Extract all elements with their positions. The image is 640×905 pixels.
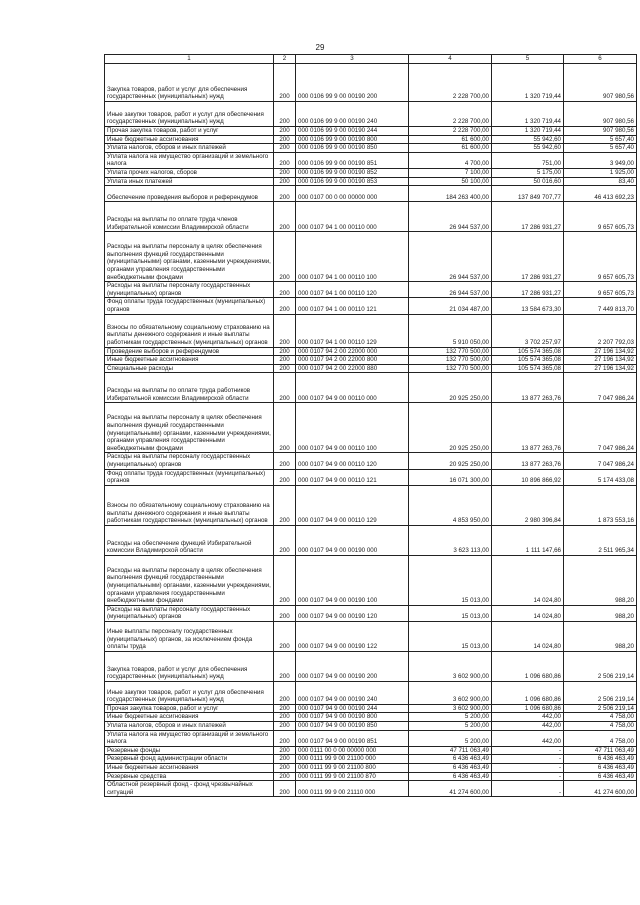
- row-budget-code-cell: 000 0111 99 9 00 21100 870: [296, 772, 409, 781]
- row-unexecuted-cell: 6 436 463,49: [564, 764, 637, 773]
- row-unexecuted-cell: 5 657,40: [564, 135, 637, 144]
- row-approved-cell: 5 200,00: [409, 713, 492, 722]
- row-approved-cell: 6 436 463,49: [409, 755, 492, 764]
- row-line-code-cell: 200: [274, 232, 296, 282]
- row-executed-cell: 55 942,60: [492, 135, 564, 144]
- table-row: [105, 135, 637, 144]
- row-budget-code-cell: 000 0111 99 9 00 21100 000: [296, 755, 409, 764]
- row-line-code-cell: 200: [274, 127, 296, 136]
- row-line-code-cell: 200: [274, 202, 296, 232]
- row-approved-cell: 15 013,00: [409, 621, 492, 651]
- row-approved-cell: 132 770 500,00: [409, 356, 492, 365]
- row-approved-cell: 20 925 250,00: [409, 373, 492, 403]
- row-line-code-cell: 200: [274, 168, 296, 177]
- row-line-code-cell: 200: [274, 730, 296, 746]
- row-budget-code-cell: 000 0107 94 2 00 22000 000: [296, 347, 409, 356]
- row-executed-cell: -: [492, 772, 564, 781]
- row-budget-code-cell: 000 0111 00 0 00 00000 000: [296, 746, 409, 755]
- row-budget-code-cell: 000 0106 99 9 00 00190 200: [296, 64, 409, 102]
- row-budget-code-cell: 000 0107 94 9 00 00190 100: [296, 555, 409, 605]
- row-line-code-cell: 200: [274, 713, 296, 722]
- row-budget-code-cell: 000 0106 99 9 00 00190 853: [296, 177, 409, 186]
- row-executed-cell: 13 877 263,76: [492, 373, 564, 403]
- row-name-cell: Уплата иных платежей: [105, 177, 274, 186]
- row-unexecuted-cell: 27 196 134,92: [564, 347, 637, 356]
- row-executed-cell: 1 111 147,66: [492, 525, 564, 555]
- header-col-1: 1: [105, 55, 274, 64]
- row-approved-cell: 5 200,00: [409, 722, 492, 731]
- row-budget-code-cell: 000 0106 99 9 00 00190 240: [296, 102, 409, 127]
- row-executed-cell: 105 574 365,08: [492, 356, 564, 365]
- row-executed-cell: 14 024,80: [492, 605, 564, 621]
- row-approved-cell: 26 944 537,00: [409, 282, 492, 298]
- row-unexecuted-cell: 7 449 813,70: [564, 298, 637, 314]
- row-name-cell: Проведение выборов и референдумов: [105, 347, 274, 356]
- row-budget-code-cell: 000 0111 99 9 00 21110 000: [296, 781, 409, 797]
- row-executed-cell: 137 849 707,77: [492, 186, 564, 202]
- row-unexecuted-cell: 988,20: [564, 621, 637, 651]
- row-approved-cell: 4 700,00: [409, 152, 492, 168]
- row-executed-cell: 1 096 680,86: [492, 651, 564, 681]
- row-executed-cell: -: [492, 746, 564, 755]
- row-line-code-cell: 200: [274, 722, 296, 731]
- row-line-code-cell: 200: [274, 64, 296, 102]
- row-executed-cell: 1 320 719,44: [492, 127, 564, 136]
- row-budget-code-cell: 000 0106 99 9 00 00190 851: [296, 152, 409, 168]
- row-name-cell: Специальные расходы: [105, 364, 274, 373]
- row-line-code-cell: 200: [274, 605, 296, 621]
- row-approved-cell: 3 602 900,00: [409, 681, 492, 704]
- row-line-code-cell: 200: [274, 152, 296, 168]
- row-executed-cell: 13 877 263,76: [492, 403, 564, 453]
- row-line-code-cell: 200: [274, 364, 296, 373]
- row-unexecuted-cell: 4 758,00: [564, 722, 637, 731]
- row-executed-cell: 17 286 931,27: [492, 202, 564, 232]
- table-row: [105, 555, 637, 605]
- row-name-cell: Иные бюджетные ассигнования: [105, 356, 274, 365]
- table-row: [105, 651, 637, 681]
- row-executed-cell: 14 024,80: [492, 555, 564, 605]
- row-budget-code-cell: 000 0107 94 9 00 00190 000: [296, 525, 409, 555]
- table-row: [105, 621, 637, 651]
- row-name-cell: Иные закупки товаров, работ и услуг для обеспечения государственных (муниципальных) нужд: [105, 681, 274, 704]
- row-name-cell: Резервный фонд администрации области: [105, 755, 274, 764]
- row-approved-cell: 132 770 500,00: [409, 347, 492, 356]
- row-approved-cell: 15 013,00: [409, 555, 492, 605]
- row-name-cell: Уплата налога на имущество организаций и земельного налога: [105, 152, 274, 168]
- row-approved-cell: 26 944 537,00: [409, 232, 492, 282]
- row-unexecuted-cell: 907 980,56: [564, 127, 637, 136]
- row-line-code-cell: 200: [274, 764, 296, 773]
- row-approved-cell: 26 944 537,00: [409, 202, 492, 232]
- row-name-cell: Фонд оплаты труда государственных (муниципальных) органов: [105, 298, 274, 314]
- row-budget-code-cell: 000 0106 99 9 00 00190 850: [296, 144, 409, 153]
- row-executed-cell: 17 286 931,27: [492, 232, 564, 282]
- row-unexecuted-cell: 27 196 134,92: [564, 364, 637, 373]
- row-executed-cell: 105 574 365,08: [492, 347, 564, 356]
- row-line-code-cell: 200: [274, 347, 296, 356]
- page-number: 29: [315, 43, 325, 52]
- row-name-cell: Прочая закупка товаров, работ и услуг: [105, 704, 274, 713]
- row-budget-code-cell: 000 0107 94 9 00 00190 800: [296, 713, 409, 722]
- row-executed-cell: 50 016,60: [492, 177, 564, 186]
- header-col-5: 5: [492, 55, 564, 64]
- row-executed-cell: 1 096 680,86: [492, 681, 564, 704]
- row-executed-cell: 17 286 931,27: [492, 282, 564, 298]
- row-unexecuted-cell: 988,20: [564, 555, 637, 605]
- row-executed-cell: 442,00: [492, 713, 564, 722]
- row-executed-cell: 1 320 719,44: [492, 102, 564, 127]
- row-budget-code-cell: 000 0107 94 9 00 00110 000: [296, 373, 409, 403]
- row-unexecuted-cell: 6 436 463,49: [564, 772, 637, 781]
- row-line-code-cell: 200: [274, 102, 296, 127]
- row-budget-code-cell: 000 0106 99 9 00 00190 244: [296, 127, 409, 136]
- row-approved-cell: 3 602 900,00: [409, 651, 492, 681]
- table-row: [105, 177, 637, 186]
- row-executed-cell: 1 096 680,86: [492, 704, 564, 713]
- row-approved-cell: 20 925 250,00: [409, 403, 492, 453]
- row-name-cell: Обеспечение проведения выборов и референдумов: [105, 186, 274, 202]
- row-budget-code-cell: 000 0107 94 9 00 00190 200: [296, 651, 409, 681]
- table-row: [105, 722, 637, 731]
- table-row: [105, 282, 637, 298]
- row-line-code-cell: 200: [274, 282, 296, 298]
- row-executed-cell: 105 574 365,08: [492, 364, 564, 373]
- row-name-cell: Иные выплаты персоналу государственных (муниципальных) органов, за исключением фонда оплаты труда: [105, 621, 274, 651]
- table-row: [105, 202, 637, 232]
- table-row: [105, 772, 637, 781]
- row-unexecuted-cell: 2 506 219,14: [564, 704, 637, 713]
- row-approved-cell: 6 436 463,49: [409, 772, 492, 781]
- table-row: [105, 186, 637, 202]
- row-line-code-cell: 200: [274, 755, 296, 764]
- header-col-3: 3: [296, 55, 409, 64]
- table-row: [105, 605, 637, 621]
- row-executed-cell: 2 980 396,84: [492, 485, 564, 525]
- row-name-cell: Иные бюджетные ассигнования: [105, 764, 274, 773]
- row-approved-cell: 47 711 063,49: [409, 746, 492, 755]
- row-budget-code-cell: 000 0107 94 9 00 00190 850: [296, 722, 409, 731]
- row-executed-cell: 10 896 866,92: [492, 469, 564, 485]
- row-executed-cell: -: [492, 755, 564, 764]
- row-line-code-cell: 200: [274, 485, 296, 525]
- row-name-cell: Областной резервный фонд - фонд чрезвычайных ситуаций: [105, 781, 274, 797]
- row-approved-cell: 5 200,00: [409, 730, 492, 746]
- table-row: [105, 746, 637, 755]
- row-budget-code-cell: 000 0107 94 9 00 00110 120: [296, 453, 409, 469]
- row-name-cell: Расходы на выплаты персоналу государственных (муниципальных) органов: [105, 605, 274, 621]
- row-name-cell: Уплата налога на имущество организаций и земельного налога: [105, 730, 274, 746]
- row-executed-cell: 3 702 257,97: [492, 314, 564, 347]
- row-name-cell: Закупка товаров, работ и услуг для обеспечения государственных (муниципальных) нужд: [105, 64, 274, 102]
- row-line-code-cell: 200: [274, 772, 296, 781]
- row-name-cell: Закупка товаров, работ и услуг для обеспечения государственных (муниципальных) нужд: [105, 651, 274, 681]
- table-row: [105, 403, 637, 453]
- row-name-cell: Иные закупки товаров, работ и услуг для обеспечения государственных (муниципальных) нужд: [105, 102, 274, 127]
- row-unexecuted-cell: 7 047 986,24: [564, 403, 637, 453]
- row-approved-cell: 132 770 500,00: [409, 364, 492, 373]
- row-approved-cell: 3 602 900,00: [409, 704, 492, 713]
- row-budget-code-cell: 000 0107 94 9 00 00190 851: [296, 730, 409, 746]
- row-budget-code-cell: 000 0107 94 1 00 00110 129: [296, 314, 409, 347]
- row-approved-cell: 61 600,00: [409, 144, 492, 153]
- table-row: [105, 144, 637, 153]
- row-approved-cell: 50 100,00: [409, 177, 492, 186]
- table-row: [105, 152, 637, 168]
- row-line-code-cell: 200: [274, 373, 296, 403]
- table-row: [105, 469, 637, 485]
- row-name-cell: Резервные средства: [105, 772, 274, 781]
- row-line-code-cell: 200: [274, 186, 296, 202]
- row-line-code-cell: 200: [274, 314, 296, 347]
- row-line-code-cell: 200: [274, 621, 296, 651]
- row-budget-code-cell: 000 0107 94 1 00 00110 100: [296, 232, 409, 282]
- row-approved-cell: 3 623 113,00: [409, 525, 492, 555]
- header-col-6: 6: [564, 55, 637, 64]
- row-line-code-cell: 200: [274, 681, 296, 704]
- row-approved-cell: 184 263 400,00: [409, 186, 492, 202]
- table-row: [105, 713, 637, 722]
- table-row: [105, 102, 637, 127]
- row-unexecuted-cell: 5 174 433,08: [564, 469, 637, 485]
- row-budget-code-cell: 000 0107 94 1 00 00110 000: [296, 202, 409, 232]
- row-approved-cell: 2 228 700,00: [409, 102, 492, 127]
- row-approved-cell: 5 910 050,00: [409, 314, 492, 347]
- row-unexecuted-cell: 7 047 986,24: [564, 373, 637, 403]
- row-line-code-cell: 200: [274, 651, 296, 681]
- row-unexecuted-cell: 4 758,00: [564, 730, 637, 746]
- row-line-code-cell: 200: [274, 746, 296, 755]
- row-unexecuted-cell: 5 657,40: [564, 144, 637, 153]
- row-unexecuted-cell: 1 925,00: [564, 168, 637, 177]
- row-name-cell: Расходы на выплаты персоналу государственных (муниципальных) органов: [105, 453, 274, 469]
- row-executed-cell: 1 320 719,44: [492, 64, 564, 102]
- row-name-cell: Уплата прочих налогов, сборов: [105, 168, 274, 177]
- table-row: [105, 755, 637, 764]
- row-budget-code-cell: 000 0107 94 9 00 00190 240: [296, 681, 409, 704]
- row-budget-code-cell: 000 0107 94 9 00 00110 121: [296, 469, 409, 485]
- row-line-code-cell: 200: [274, 704, 296, 713]
- row-executed-cell: 13 584 673,30: [492, 298, 564, 314]
- row-executed-cell: 55 942,60: [492, 144, 564, 153]
- row-approved-cell: 20 925 250,00: [409, 453, 492, 469]
- row-name-cell: Взносы по обязательному социальному страхованию на выплаты денежного содержания и иные выплаты работникам государственных (муниципальных) органов: [105, 485, 274, 525]
- row-budget-code-cell: 000 0107 94 9 00 00190 122: [296, 621, 409, 651]
- row-approved-cell: 16 071 300,00: [409, 469, 492, 485]
- row-budget-code-cell: 000 0107 00 0 00 00000 000: [296, 186, 409, 202]
- row-unexecuted-cell: 6 436 463,49: [564, 755, 637, 764]
- row-approved-cell: 15 013,00: [409, 605, 492, 621]
- table-row: [105, 373, 637, 403]
- row-budget-code-cell: 000 0106 99 9 00 00190 800: [296, 135, 409, 144]
- row-name-cell: Расходы на выплаты персоналу в целях обеспечения выполнения функций государственными (муниципальными) органами, казенными учреждениями, органами управления государственными внебюджетными фондами: [105, 555, 274, 605]
- row-line-code-cell: 200: [274, 403, 296, 453]
- row-line-code-cell: 200: [274, 555, 296, 605]
- row-unexecuted-cell: 2 511 965,34: [564, 525, 637, 555]
- row-name-cell: Расходы на обеспечение функций Избирательной комиссии Владимирской области: [105, 525, 274, 555]
- table-row: [105, 525, 637, 555]
- row-name-cell: Иные бюджетные ассигнования: [105, 135, 274, 144]
- row-unexecuted-cell: 4 758,00: [564, 713, 637, 722]
- row-approved-cell: 4 853 950,00: [409, 485, 492, 525]
- header-col-4: 4: [409, 55, 492, 64]
- row-approved-cell: 2 228 700,00: [409, 64, 492, 102]
- row-unexecuted-cell: 46 413 692,23: [564, 186, 637, 202]
- row-executed-cell: 14 024,80: [492, 621, 564, 651]
- row-name-cell: Взносы по обязательному социальному страхованию на выплаты денежного содержания и иные выплаты работникам государственных (муниципальных) органов: [105, 314, 274, 347]
- row-unexecuted-cell: 41 274 600,00: [564, 781, 637, 797]
- table-row: [105, 298, 637, 314]
- row-budget-code-cell: 000 0111 99 9 00 21100 800: [296, 764, 409, 773]
- row-line-code-cell: 200: [274, 469, 296, 485]
- row-name-cell: Уплата налогов, сборов и иных платежей: [105, 144, 274, 153]
- row-unexecuted-cell: 9 657 605,73: [564, 202, 637, 232]
- row-budget-code-cell: 000 0107 94 9 00 00190 120: [296, 605, 409, 621]
- table-row: [105, 704, 637, 713]
- table-row: [105, 681, 637, 704]
- row-unexecuted-cell: 47 711 063,49: [564, 746, 637, 755]
- row-line-code-cell: 200: [274, 525, 296, 555]
- table-row: [105, 232, 637, 282]
- row-unexecuted-cell: 9 657 605,73: [564, 232, 637, 282]
- row-name-cell: Расходы на выплаты по оплате труда работников Избирательной комиссии Владимирской области: [105, 373, 274, 403]
- row-line-code-cell: 200: [274, 144, 296, 153]
- row-unexecuted-cell: 3 949,00: [564, 152, 637, 168]
- row-unexecuted-cell: 9 657 605,73: [564, 282, 637, 298]
- row-line-code-cell: 200: [274, 298, 296, 314]
- row-approved-cell: 61 600,00: [409, 135, 492, 144]
- row-budget-code-cell: 000 0107 94 2 00 22000 800: [296, 356, 409, 365]
- table-row: [105, 168, 637, 177]
- row-budget-code-cell: 000 0107 94 1 00 00110 121: [296, 298, 409, 314]
- row-unexecuted-cell: 2 506 219,14: [564, 651, 637, 681]
- row-unexecuted-cell: 83,40: [564, 177, 637, 186]
- row-name-cell: Расходы на выплаты по оплате труда членов Избирательной комиссии Владимирской области: [105, 202, 274, 232]
- row-line-code-cell: 200: [274, 453, 296, 469]
- table-row: [105, 314, 637, 347]
- row-unexecuted-cell: 907 980,56: [564, 102, 637, 127]
- table-row: [105, 127, 637, 136]
- row-budget-code-cell: 000 0107 94 9 00 00190 244: [296, 704, 409, 713]
- table-row: [105, 64, 637, 102]
- row-unexecuted-cell: 1 873 553,16: [564, 485, 637, 525]
- row-name-cell: Фонд оплаты труда государственных (муниципальных) органов: [105, 469, 274, 485]
- row-unexecuted-cell: 27 196 134,92: [564, 356, 637, 365]
- row-name-cell: Расходы на выплаты персоналу государственных (муниципальных) органов: [105, 282, 274, 298]
- row-budget-code-cell: 000 0106 99 9 00 00190 852: [296, 168, 409, 177]
- row-approved-cell: 7 100,00: [409, 168, 492, 177]
- row-line-code-cell: 200: [274, 177, 296, 186]
- row-budget-code-cell: 000 0107 94 2 00 22000 880: [296, 364, 409, 373]
- row-executed-cell: 442,00: [492, 730, 564, 746]
- row-unexecuted-cell: 2 506 219,14: [564, 681, 637, 704]
- row-name-cell: Резервные фонды: [105, 746, 274, 755]
- row-budget-code-cell: 000 0107 94 9 00 00110 129: [296, 485, 409, 525]
- row-name-cell: Прочая закупка товаров, работ и услуг: [105, 127, 274, 136]
- row-unexecuted-cell: 7 047 986,24: [564, 453, 637, 469]
- table-row: [105, 764, 637, 773]
- header-col-2: 2: [274, 55, 296, 64]
- row-line-code-cell: 200: [274, 135, 296, 144]
- table-row: [105, 364, 637, 373]
- table-row: [105, 781, 637, 797]
- row-unexecuted-cell: 988,20: [564, 605, 637, 621]
- row-name-cell: Расходы на выплаты персоналу в целях обеспечения выполнения функций государственными (муниципальными) органами, казенными учреждениями, органами управления государственными внебюджетными фондами: [105, 232, 274, 282]
- table-row: [105, 356, 637, 365]
- row-unexecuted-cell: 2 207 792,03: [564, 314, 637, 347]
- table-row: [105, 485, 637, 525]
- budget-table: [104, 54, 637, 797]
- row-executed-cell: 442,00: [492, 722, 564, 731]
- row-approved-cell: 41 274 600,00: [409, 781, 492, 797]
- row-approved-cell: 6 436 463,49: [409, 764, 492, 773]
- row-unexecuted-cell: 907 980,56: [564, 64, 637, 102]
- table-header-row: [105, 55, 637, 64]
- row-executed-cell: 13 877 263,76: [492, 453, 564, 469]
- row-approved-cell: 2 228 700,00: [409, 127, 492, 136]
- row-approved-cell: 21 034 487,00: [409, 298, 492, 314]
- row-executed-cell: -: [492, 764, 564, 773]
- table-row: [105, 730, 637, 746]
- row-name-cell: Уплата налогов, сборов и иных платежей: [105, 722, 274, 731]
- row-name-cell: Расходы на выплаты персоналу в целях обеспечения выполнения функций государственными (муниципальными) органами, казенными учреждениями, органами управления государственными внебюджетными фондами: [105, 403, 274, 453]
- row-executed-cell: -: [492, 781, 564, 797]
- table-row: [105, 453, 637, 469]
- row-line-code-cell: 200: [274, 781, 296, 797]
- row-budget-code-cell: 000 0107 94 9 00 00110 100: [296, 403, 409, 453]
- row-executed-cell: 751,00: [492, 152, 564, 168]
- row-budget-code-cell: 000 0107 94 1 00 00110 120: [296, 282, 409, 298]
- table-row: [105, 347, 637, 356]
- row-executed-cell: 5 175,00: [492, 168, 564, 177]
- row-line-code-cell: 200: [274, 356, 296, 365]
- row-name-cell: Иные бюджетные ассигнования: [105, 713, 274, 722]
